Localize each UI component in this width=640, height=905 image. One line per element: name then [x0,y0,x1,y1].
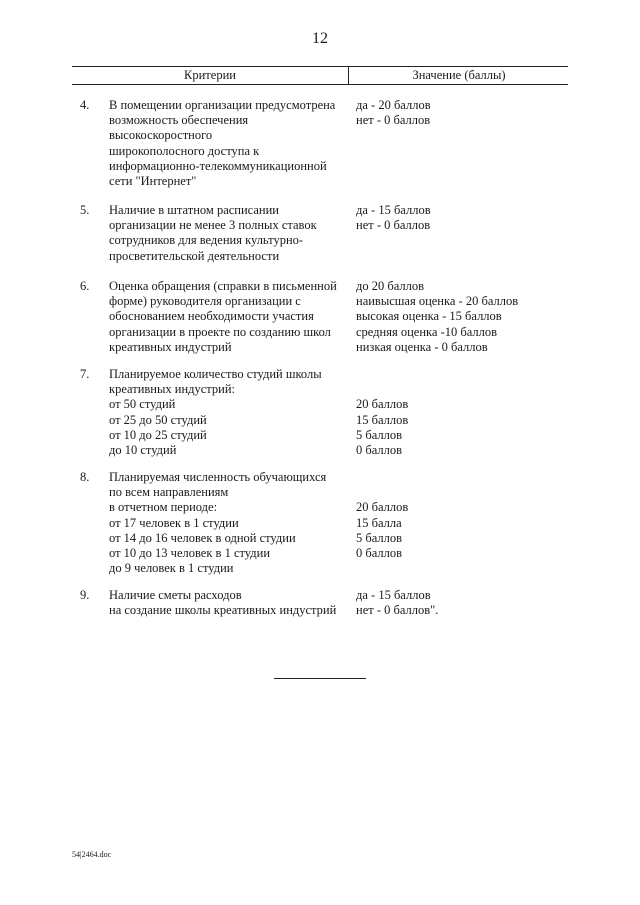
criteria-line: высокоскоростного [109,128,213,143]
criteria-cell [109,279,354,355]
value-cell [356,98,566,128]
value-line: 15 балла [356,515,402,530]
value-line: нет - 0 баллов [356,113,431,128]
criteria-cell [109,470,354,576]
value-line: наивысшая оценка - 20 баллов [356,294,519,309]
document-id: 54|2464.doc [72,850,112,859]
criteria-line: организации не менее 3 полных ставок [109,218,317,233]
value-line: 20 баллов [356,397,409,412]
criteria-line: в отчетном периоде: [109,500,218,515]
value-line: 5 баллов [356,427,403,442]
criteria-line: по всем направлениям [109,485,229,500]
criteria-line: Планируемая численность обучающихся [109,470,327,484]
value-line: 0 баллов [356,443,403,458]
page-number: 12 [312,30,328,47]
criteria-line: В помещении организации предусмотрена [109,98,336,112]
value-line: высокая оценка - 15 баллов [356,309,502,324]
row-number: 4. [80,98,90,112]
closing-rule [274,678,366,679]
value-line: да - 15 баллов [356,588,431,602]
criteria-cell [109,203,354,264]
criteria-line: от 10 до 13 человек в 1 студии [109,546,271,561]
table-header [72,66,568,85]
value-line: 0 баллов [356,546,403,561]
value-line: 5 баллов [356,530,403,545]
criteria-line: от 25 до 50 студий [109,412,207,427]
criteria-line: Наличие сметы расходов [109,588,242,602]
criteria-line: возможность обеспечения [109,113,249,128]
criteria-line: сотрудников для ведения культурно- [109,233,304,248]
value-line: низкая оценка - 0 баллов [356,339,488,354]
criteria-line: Оценка обращения (справки в письменной [109,279,337,293]
value-cell [356,203,566,233]
criteria-line: на создание школы креативных индустрий [109,603,337,618]
criteria-line: широкополосного доступа к [109,143,260,158]
value-cell [356,470,566,561]
value-cell [356,279,566,355]
criteria-line: до 10 студий [109,443,177,458]
criteria-line: до 9 человек в 1 студии [109,561,234,576]
value-line [356,367,566,382]
criteria-line: сети "Интернет" [109,174,197,189]
criteria-cell [109,367,354,458]
value-line: средняя оценка -10 баллов [356,324,498,339]
value-line [356,485,566,500]
value-line: нет - 0 баллов". [356,603,439,618]
criteria-line: Планируемое количество студий школы [109,367,322,381]
row-number: 9. [80,588,90,602]
value-line: до 20 баллов [356,279,425,293]
criteria-line: форме) руководителя организации с [109,294,301,309]
value-line: нет - 0 баллов [356,218,431,233]
value-line: да - 20 баллов [356,98,431,112]
value-cell [356,367,566,458]
criteria-line: от 14 до 16 человек в одной студии [109,530,296,545]
value-line: 15 баллов [356,412,409,427]
row-number: 8. [80,470,90,484]
criteria-line: обоснованием необходимости участия [109,309,314,324]
criteria-line: креативных индустрий [109,339,232,354]
criteria-line: от 17 человек в 1 студии [109,515,239,530]
value-line [356,382,566,397]
row-number: 5. [80,203,90,217]
criteria-header: Критерии [184,68,236,82]
value-line: да - 15 баллов [356,203,431,217]
criteria-line: информационно-телекоммуникационной [109,158,327,173]
criteria-line: Наличие в штатном расписании [109,203,279,217]
value-line [356,470,566,485]
value-line: 20 баллов [356,500,409,515]
row-number: 6. [80,279,90,293]
value-header: Значение (баллы) [348,67,569,84]
criteria-line: просветительской деятельности [109,248,280,263]
value-cell [356,588,566,618]
criteria-cell [109,588,354,618]
criteria-line: креативных индустрий: [109,382,236,397]
criteria-line: организации в проекте по созданию школ [109,324,331,339]
criteria-line: от 50 студий [109,397,176,412]
criteria-cell [109,98,354,189]
row-number: 7. [80,367,90,381]
criteria-line: от 10 до 25 студий [109,427,207,442]
